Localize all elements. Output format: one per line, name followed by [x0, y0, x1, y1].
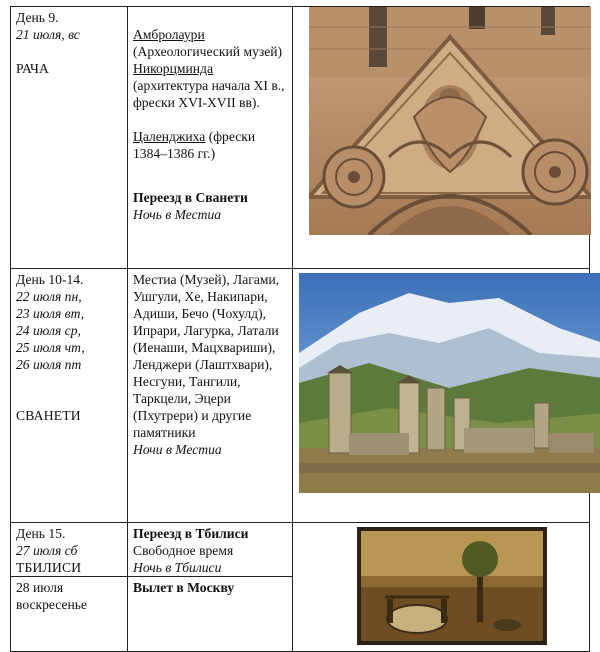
place-note: (архитектура начала XI в., фрески XVI-XVII вв). — [133, 78, 285, 110]
program-cell — [128, 269, 293, 523]
program-cell — [128, 7, 293, 269]
region-label: ТБИЛИСИ — [16, 560, 82, 575]
table-row — [11, 523, 590, 577]
flight-label: Вылет в Москву — [133, 580, 235, 595]
place-note: (Археологический музей) — [133, 44, 283, 59]
date-line: 25 июля чт, — [16, 340, 85, 355]
night-label: Ночь в Местиа — [133, 207, 222, 222]
pirosmani-style-painting-icon — [357, 527, 547, 645]
place-note: (фрески 1384–1386 гг.) — [133, 129, 256, 161]
place-name: Цаленджиха — [133, 129, 206, 144]
itinerary-table — [10, 6, 590, 652]
table-row — [11, 269, 590, 523]
date-line: 22 июля пн, — [16, 289, 82, 304]
date-line: 21 июля, вс — [16, 27, 80, 42]
places-list: Местиа (Музей), Лагами, Ушгули, Хе, Накипари, Адиши, Бечо (Чохулд), Ипрари, Лагурка, Латали (Иенаши, Мацхвариши), Ленджери (Лаштхвари), Несгуни, Тангили, Таркцели, Эцери (Пхутрери) и другие памятники — [133, 272, 280, 440]
transfer-label: Переезд в Сванети — [133, 190, 248, 205]
region-label: СВАНЕТИ — [16, 408, 81, 423]
svaneti-towers-mountains-icon — [299, 273, 600, 493]
weekday-label: воскресенье — [16, 597, 88, 612]
transfer-label: Переезд в Тбилиси — [133, 526, 249, 541]
painting-image — [357, 527, 547, 645]
date-line: 28 июля — [16, 580, 64, 595]
region-label: РАЧА — [16, 61, 50, 76]
day-label: День 9. — [16, 10, 59, 25]
carved-stone-church-facade-icon — [309, 7, 591, 235]
day-label: День 15. — [16, 526, 66, 541]
program-cell — [128, 577, 293, 652]
image-cell — [293, 7, 590, 269]
day-label: День 10-14. — [16, 272, 84, 287]
day-cell — [11, 7, 128, 269]
night-label: Ночи в Местиа — [133, 442, 222, 457]
day-cell — [11, 523, 128, 577]
image-cell — [293, 269, 590, 523]
svaneti-image — [299, 273, 600, 493]
free-time-label: Свободное время — [133, 543, 234, 558]
place-name: Никорцминда — [133, 61, 213, 76]
church-facade-image — [309, 7, 591, 235]
date-line: 27 июля сб — [16, 543, 78, 558]
date-line: 26 июля пт — [16, 357, 82, 372]
night-label: Ночь в Тбилиси — [133, 560, 222, 575]
date-line: 24 июля ср, — [16, 323, 81, 338]
table-row — [11, 7, 590, 269]
day-cell — [11, 577, 128, 652]
day-cell — [11, 269, 128, 523]
image-cell — [293, 523, 590, 652]
date-line: 23 июля вт, — [16, 306, 85, 321]
place-name: Амбролаури — [133, 27, 205, 42]
program-cell — [128, 523, 293, 577]
